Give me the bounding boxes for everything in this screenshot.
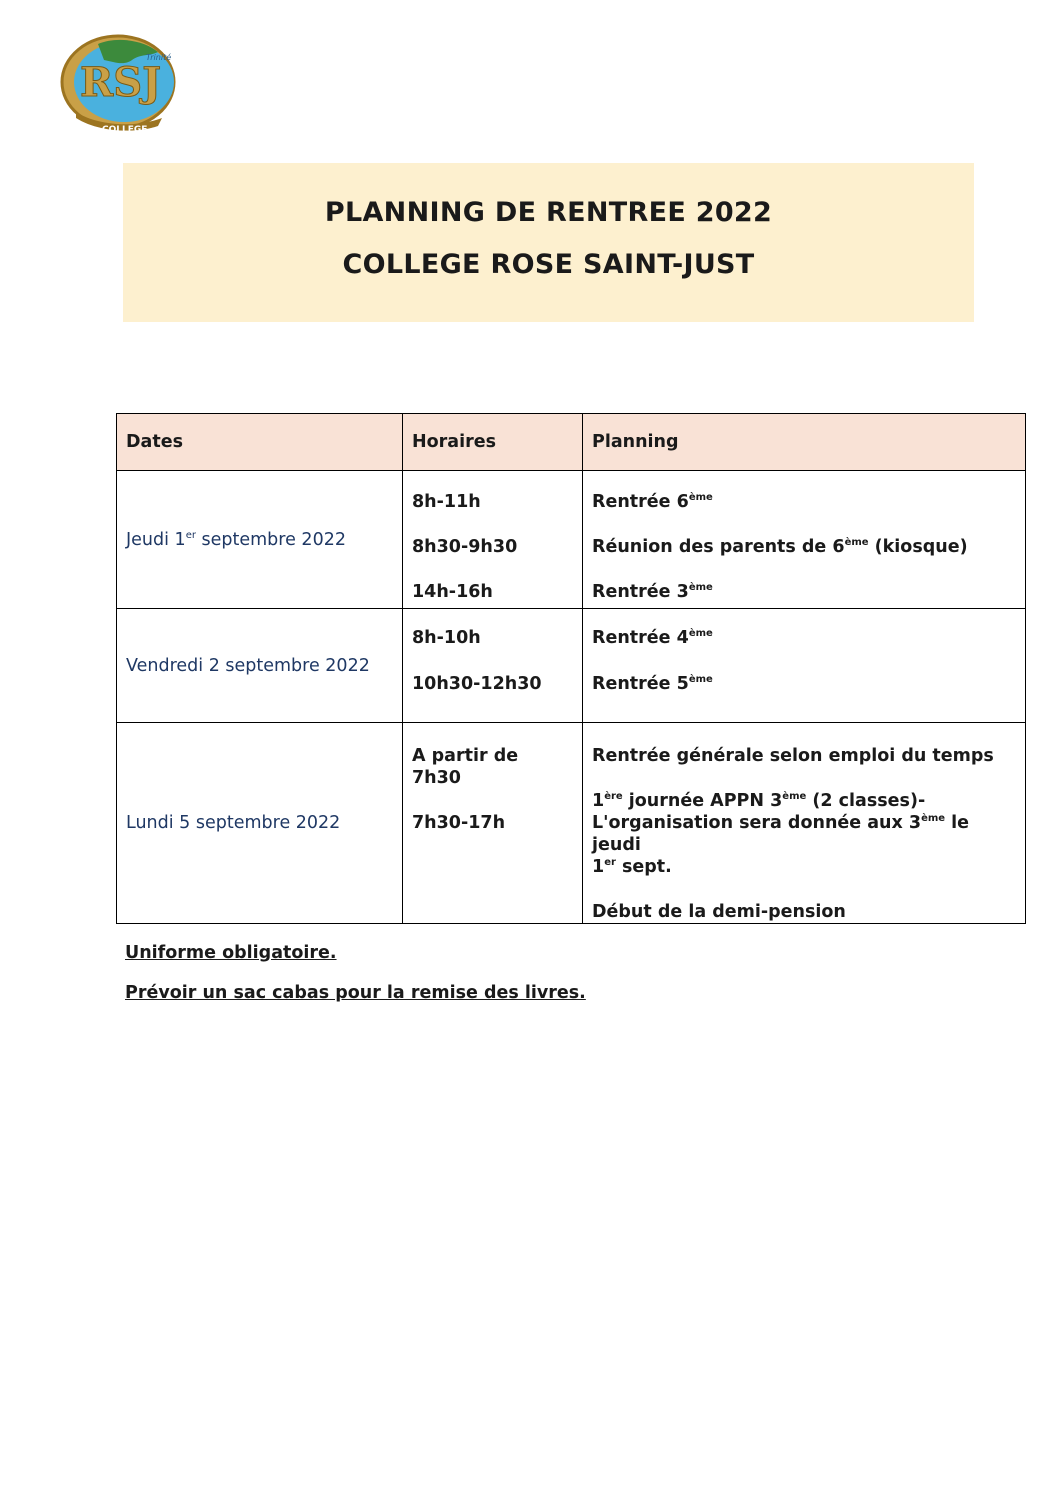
title-banner bbox=[123, 163, 974, 322]
hour-item: 8h-10h bbox=[412, 628, 481, 648]
plan-item: Rentrée 6ème bbox=[592, 492, 713, 512]
hour-item: 7h30-17h bbox=[412, 813, 506, 833]
page-subtitle: COLLEGE ROSE SAINT-JUST bbox=[342, 249, 755, 280]
hours-cell bbox=[403, 471, 583, 609]
hour-item: A partir de 7h30 bbox=[412, 746, 519, 788]
hour-item: 14h-16h bbox=[412, 582, 493, 602]
table-row bbox=[117, 723, 1026, 924]
hour-item: 8h30-9h30 bbox=[412, 537, 518, 557]
hour-item: 8h-11h bbox=[412, 492, 481, 512]
date-text: Jeudi 1 bbox=[126, 529, 186, 550]
table-header-row bbox=[117, 414, 1026, 471]
hours-cell bbox=[403, 723, 583, 924]
logo-small-text: Trinité bbox=[146, 53, 172, 62]
date-rest: septembre 2022 bbox=[195, 529, 346, 550]
date-cell bbox=[117, 609, 403, 723]
date-sup: er bbox=[185, 529, 196, 541]
logo-letter-r: RSJ bbox=[80, 59, 162, 106]
college-logo bbox=[58, 30, 184, 138]
hour-item: 10h30-12h30 bbox=[412, 674, 542, 694]
header-horaires: Horaires bbox=[403, 414, 583, 471]
plan-item: Rentrée 4ème bbox=[592, 628, 713, 648]
plan-cell bbox=[583, 609, 1026, 723]
plan-item: Rentrée générale selon emploi du temps bbox=[592, 746, 994, 766]
date-text: Lundi 5 septembre 2022 bbox=[126, 813, 341, 833]
plan-item: Début de la demi-pension bbox=[592, 902, 846, 922]
page-title: PLANNING DE RENTREE 2022 bbox=[324, 197, 773, 228]
date-text: Vendredi 2 septembre 2022 bbox=[126, 655, 370, 676]
plan-cell bbox=[583, 471, 1026, 609]
plan-cell bbox=[583, 723, 1026, 924]
date-cell bbox=[117, 723, 403, 924]
table-row bbox=[117, 609, 1026, 723]
plan-item: Rentrée 5ème bbox=[592, 674, 713, 694]
schedule-table bbox=[116, 413, 1026, 924]
note-bag: Prévoir un sac cabas pour la remise des livres. bbox=[125, 983, 586, 1003]
table-row bbox=[117, 471, 1026, 609]
plan-item: 1ère journée APPN 3ème (2 classes)- L'organisation sera donnée aux 3ème le jeudi 1er sept. bbox=[592, 791, 970, 877]
plan-item: Réunion des parents de 6ème (kiosque) bbox=[592, 537, 968, 557]
plan-item: Rentrée 3ème bbox=[592, 582, 713, 602]
date-cell bbox=[117, 471, 403, 609]
header-dates: Dates bbox=[117, 414, 403, 471]
hours-cell bbox=[403, 609, 583, 723]
header-planning: Planning bbox=[583, 414, 1026, 471]
note-uniform: Uniforme obligatoire. bbox=[125, 943, 337, 963]
logo-caption: COLLEGE bbox=[102, 125, 148, 135]
